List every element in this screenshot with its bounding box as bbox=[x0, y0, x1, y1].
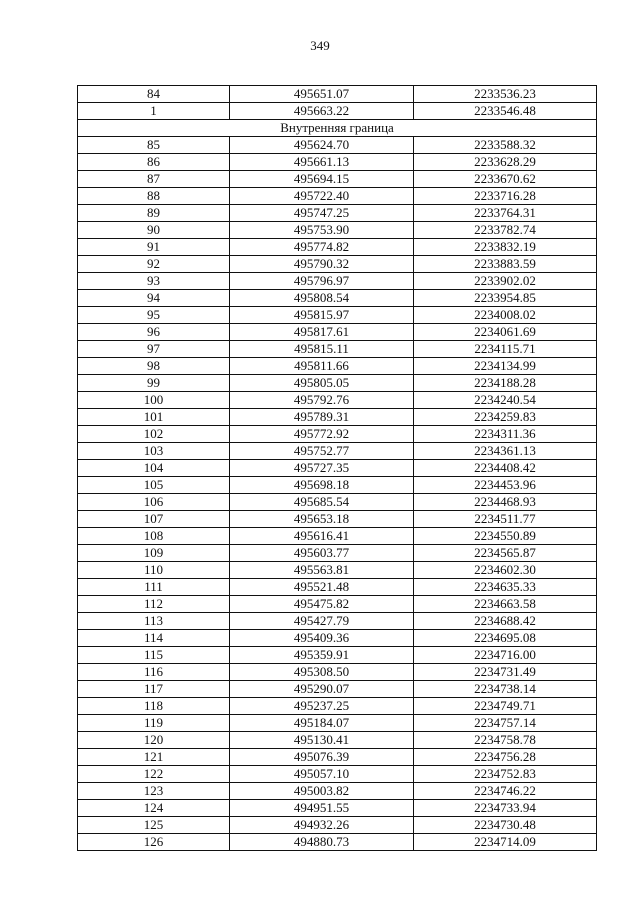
point-number-cell: 101 bbox=[78, 409, 230, 426]
x-coordinate-cell: 495521.48 bbox=[230, 579, 414, 596]
point-number-cell: 121 bbox=[78, 749, 230, 766]
y-coordinate-cell: 2234115.71 bbox=[414, 341, 597, 358]
y-coordinate-cell: 2234008.02 bbox=[414, 307, 597, 324]
point-number-cell: 86 bbox=[78, 154, 230, 171]
point-number-cell: 110 bbox=[78, 562, 230, 579]
table-row bbox=[78, 596, 597, 613]
point-number-cell: 92 bbox=[78, 256, 230, 273]
x-coordinate-cell: 494951.55 bbox=[230, 800, 414, 817]
x-coordinate-cell: 495694.15 bbox=[230, 171, 414, 188]
table-row bbox=[78, 698, 597, 715]
page-number: 349 bbox=[310, 38, 330, 53]
table-row bbox=[78, 256, 597, 273]
table-row bbox=[78, 528, 597, 545]
y-coordinate-cell: 2233716.28 bbox=[414, 188, 597, 205]
point-number-cell: 108 bbox=[78, 528, 230, 545]
y-coordinate-cell: 2234550.89 bbox=[414, 528, 597, 545]
table-row bbox=[78, 834, 597, 851]
point-number-cell: 109 bbox=[78, 545, 230, 562]
y-coordinate-cell: 2234731.49 bbox=[414, 664, 597, 681]
x-coordinate-cell: 495475.82 bbox=[230, 596, 414, 613]
x-coordinate-cell: 495663.22 bbox=[230, 103, 414, 120]
point-number-cell: 106 bbox=[78, 494, 230, 511]
x-coordinate-cell: 495130.41 bbox=[230, 732, 414, 749]
table-row bbox=[78, 137, 597, 154]
x-coordinate-cell: 495563.81 bbox=[230, 562, 414, 579]
point-number-cell: 104 bbox=[78, 460, 230, 477]
point-number-cell: 97 bbox=[78, 341, 230, 358]
table-row bbox=[78, 307, 597, 324]
x-coordinate-cell: 495603.77 bbox=[230, 545, 414, 562]
point-number-cell: 89 bbox=[78, 205, 230, 222]
point-number-cell: 102 bbox=[78, 426, 230, 443]
table-row bbox=[78, 290, 597, 307]
y-coordinate-cell: 2234134.99 bbox=[414, 358, 597, 375]
y-coordinate-cell: 2233536.23 bbox=[414, 86, 597, 103]
table-row bbox=[78, 800, 597, 817]
y-coordinate-cell: 2234635.33 bbox=[414, 579, 597, 596]
table-row bbox=[78, 545, 597, 562]
x-coordinate-cell: 495815.97 bbox=[230, 307, 414, 324]
x-coordinate-cell: 495076.39 bbox=[230, 749, 414, 766]
point-number-cell: 124 bbox=[78, 800, 230, 817]
y-coordinate-cell: 2233782.74 bbox=[414, 222, 597, 239]
y-coordinate-cell: 2234738.14 bbox=[414, 681, 597, 698]
table-row bbox=[78, 86, 597, 103]
point-number-cell: 98 bbox=[78, 358, 230, 375]
point-number-cell: 111 bbox=[78, 579, 230, 596]
y-coordinate-cell: 2234565.87 bbox=[414, 545, 597, 562]
y-coordinate-cell: 2234733.94 bbox=[414, 800, 597, 817]
table-row bbox=[78, 426, 597, 443]
point-number-cell: 87 bbox=[78, 171, 230, 188]
x-coordinate-cell: 495237.25 bbox=[230, 698, 414, 715]
y-coordinate-cell: 2234408.42 bbox=[414, 460, 597, 477]
y-coordinate-cell: 2234453.96 bbox=[414, 477, 597, 494]
table-row bbox=[78, 783, 597, 800]
table-row bbox=[78, 664, 597, 681]
x-coordinate-cell: 495057.10 bbox=[230, 766, 414, 783]
x-coordinate-cell: 495774.82 bbox=[230, 239, 414, 256]
table-row bbox=[78, 630, 597, 647]
x-coordinate-cell: 495685.54 bbox=[230, 494, 414, 511]
point-number-cell: 93 bbox=[78, 273, 230, 290]
y-coordinate-cell: 2234695.08 bbox=[414, 630, 597, 647]
point-number-cell: 120 bbox=[78, 732, 230, 749]
point-number-cell: 100 bbox=[78, 392, 230, 409]
y-coordinate-cell: 2234757.14 bbox=[414, 715, 597, 732]
point-number-cell: 99 bbox=[78, 375, 230, 392]
x-coordinate-cell: 495624.70 bbox=[230, 137, 414, 154]
y-coordinate-cell: 2234730.48 bbox=[414, 817, 597, 834]
table-row bbox=[78, 358, 597, 375]
table-row bbox=[78, 613, 597, 630]
section-row bbox=[78, 120, 597, 137]
coordinates-table bbox=[77, 85, 597, 851]
y-coordinate-cell: 2234714.09 bbox=[414, 834, 597, 851]
y-coordinate-cell: 2233832.19 bbox=[414, 239, 597, 256]
x-coordinate-cell: 495753.90 bbox=[230, 222, 414, 239]
point-number-cell: 115 bbox=[78, 647, 230, 664]
table-row bbox=[78, 562, 597, 579]
x-coordinate-cell: 495661.13 bbox=[230, 154, 414, 171]
y-coordinate-cell: 2234361.13 bbox=[414, 443, 597, 460]
point-number-cell: 126 bbox=[78, 834, 230, 851]
table-row bbox=[78, 205, 597, 222]
y-coordinate-cell: 2233546.48 bbox=[414, 103, 597, 120]
point-number-cell: 122 bbox=[78, 766, 230, 783]
table-row bbox=[78, 324, 597, 341]
y-coordinate-cell: 2233954.85 bbox=[414, 290, 597, 307]
table-row bbox=[78, 579, 597, 596]
x-coordinate-cell: 495616.41 bbox=[230, 528, 414, 545]
x-coordinate-cell: 495653.18 bbox=[230, 511, 414, 528]
y-coordinate-cell: 2234602.30 bbox=[414, 562, 597, 579]
point-number-cell: 88 bbox=[78, 188, 230, 205]
x-coordinate-cell: 495308.50 bbox=[230, 664, 414, 681]
table-row bbox=[78, 494, 597, 511]
point-number-cell: 84 bbox=[78, 86, 230, 103]
y-coordinate-cell: 2234746.22 bbox=[414, 783, 597, 800]
x-coordinate-cell: 495817.61 bbox=[230, 324, 414, 341]
table-row bbox=[78, 443, 597, 460]
table-row bbox=[78, 766, 597, 783]
point-number-cell: 85 bbox=[78, 137, 230, 154]
section-label: Внутренняя граница bbox=[78, 120, 597, 137]
table-row bbox=[78, 103, 597, 120]
x-coordinate-cell: 495427.79 bbox=[230, 613, 414, 630]
x-coordinate-cell: 495184.07 bbox=[230, 715, 414, 732]
table-row bbox=[78, 817, 597, 834]
point-number-cell: 117 bbox=[78, 681, 230, 698]
table-row bbox=[78, 460, 597, 477]
y-coordinate-cell: 2234468.93 bbox=[414, 494, 597, 511]
point-number-cell: 91 bbox=[78, 239, 230, 256]
table-row bbox=[78, 749, 597, 766]
x-coordinate-cell: 495651.07 bbox=[230, 86, 414, 103]
x-coordinate-cell: 495290.07 bbox=[230, 681, 414, 698]
point-number-cell: 95 bbox=[78, 307, 230, 324]
table-row bbox=[78, 239, 597, 256]
y-coordinate-cell: 2234688.42 bbox=[414, 613, 597, 630]
y-coordinate-cell: 2234758.78 bbox=[414, 732, 597, 749]
y-coordinate-cell: 2234756.28 bbox=[414, 749, 597, 766]
table-row bbox=[78, 477, 597, 494]
point-number-cell: 116 bbox=[78, 664, 230, 681]
x-coordinate-cell: 495747.25 bbox=[230, 205, 414, 222]
y-coordinate-cell: 2233902.02 bbox=[414, 273, 597, 290]
y-coordinate-cell: 2234716.00 bbox=[414, 647, 597, 664]
x-coordinate-cell: 495790.32 bbox=[230, 256, 414, 273]
x-coordinate-cell: 495815.11 bbox=[230, 341, 414, 358]
y-coordinate-cell: 2233670.62 bbox=[414, 171, 597, 188]
point-number-cell: 103 bbox=[78, 443, 230, 460]
table-row bbox=[78, 511, 597, 528]
x-coordinate-cell: 495003.82 bbox=[230, 783, 414, 800]
x-coordinate-cell: 495805.05 bbox=[230, 375, 414, 392]
x-coordinate-cell: 495722.40 bbox=[230, 188, 414, 205]
table-row bbox=[78, 647, 597, 664]
x-coordinate-cell: 495727.35 bbox=[230, 460, 414, 477]
point-number-cell: 125 bbox=[78, 817, 230, 834]
x-coordinate-cell: 495359.91 bbox=[230, 647, 414, 664]
x-coordinate-cell: 495752.77 bbox=[230, 443, 414, 460]
x-coordinate-cell: 495409.36 bbox=[230, 630, 414, 647]
table-row bbox=[78, 375, 597, 392]
y-coordinate-cell: 2234752.83 bbox=[414, 766, 597, 783]
table-row bbox=[78, 732, 597, 749]
x-coordinate-cell: 495792.76 bbox=[230, 392, 414, 409]
table-row bbox=[78, 409, 597, 426]
point-number-cell: 90 bbox=[78, 222, 230, 239]
point-number-cell: 113 bbox=[78, 613, 230, 630]
table-row bbox=[78, 681, 597, 698]
coordinates-table-body bbox=[78, 86, 597, 851]
x-coordinate-cell: 494932.26 bbox=[230, 817, 414, 834]
point-number-cell: 94 bbox=[78, 290, 230, 307]
y-coordinate-cell: 2234511.77 bbox=[414, 511, 597, 528]
y-coordinate-cell: 2234749.71 bbox=[414, 698, 597, 715]
table-row bbox=[78, 171, 597, 188]
x-coordinate-cell: 494880.73 bbox=[230, 834, 414, 851]
table-row bbox=[78, 188, 597, 205]
point-number-cell: 1 bbox=[78, 103, 230, 120]
y-coordinate-cell: 2233764.31 bbox=[414, 205, 597, 222]
point-number-cell: 118 bbox=[78, 698, 230, 715]
y-coordinate-cell: 2234259.83 bbox=[414, 409, 597, 426]
table-row bbox=[78, 222, 597, 239]
point-number-cell: 107 bbox=[78, 511, 230, 528]
x-coordinate-cell: 495772.92 bbox=[230, 426, 414, 443]
y-coordinate-cell: 2233883.59 bbox=[414, 256, 597, 273]
x-coordinate-cell: 495789.31 bbox=[230, 409, 414, 426]
y-coordinate-cell: 2234061.69 bbox=[414, 324, 597, 341]
y-coordinate-cell: 2233628.29 bbox=[414, 154, 597, 171]
point-number-cell: 114 bbox=[78, 630, 230, 647]
y-coordinate-cell: 2234663.58 bbox=[414, 596, 597, 613]
x-coordinate-cell: 495796.97 bbox=[230, 273, 414, 290]
table-row bbox=[78, 154, 597, 171]
table-row bbox=[78, 392, 597, 409]
y-coordinate-cell: 2233588.32 bbox=[414, 137, 597, 154]
x-coordinate-cell: 495811.66 bbox=[230, 358, 414, 375]
y-coordinate-cell: 2234240.54 bbox=[414, 392, 597, 409]
point-number-cell: 112 bbox=[78, 596, 230, 613]
point-number-cell: 123 bbox=[78, 783, 230, 800]
table-row bbox=[78, 715, 597, 732]
x-coordinate-cell: 495698.18 bbox=[230, 477, 414, 494]
y-coordinate-cell: 2234311.36 bbox=[414, 426, 597, 443]
point-number-cell: 105 bbox=[78, 477, 230, 494]
table-row bbox=[78, 273, 597, 290]
point-number-cell: 96 bbox=[78, 324, 230, 341]
table-row bbox=[78, 341, 597, 358]
point-number-cell: 119 bbox=[78, 715, 230, 732]
x-coordinate-cell: 495808.54 bbox=[230, 290, 414, 307]
y-coordinate-cell: 2234188.28 bbox=[414, 375, 597, 392]
